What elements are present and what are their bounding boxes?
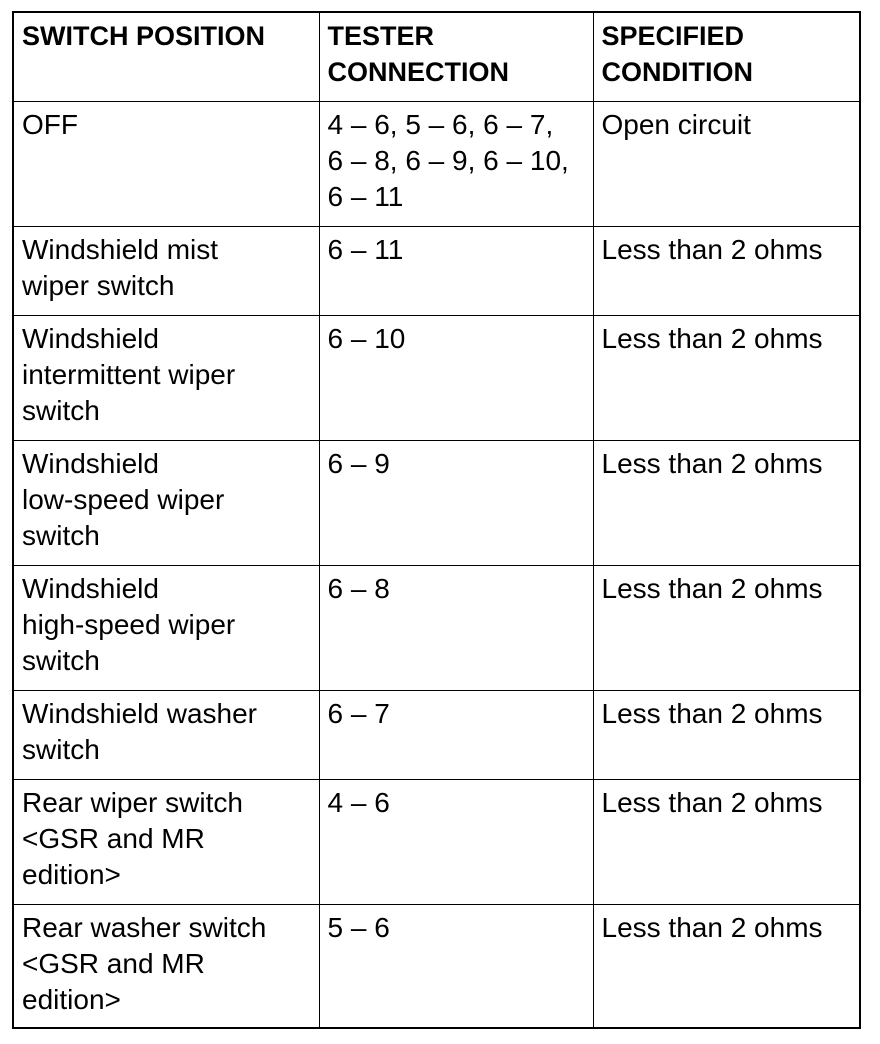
cell-specified-condition: Less than 2 ohms	[593, 226, 860, 315]
cell-tester-connection: 6 – 8	[319, 565, 593, 690]
cell-switch-position: OFF	[13, 101, 319, 226]
table-row	[13, 904, 860, 1028]
cell-switch-position: Windshield mist wiper switch	[13, 226, 319, 315]
table-row	[13, 101, 860, 226]
cell-specified-condition: Less than 2 ohms	[593, 440, 860, 565]
cell-switch-position: Windshield high-speed wiper switch	[13, 565, 319, 690]
table-row	[13, 779, 860, 904]
cell-tester-connection: 6 – 11	[319, 226, 593, 315]
header-tester-connection: TESTER CONNECTION	[319, 12, 593, 101]
table-row	[13, 690, 860, 779]
cell-tester-connection: 4 – 6	[319, 779, 593, 904]
cell-specified-condition: Open circuit	[593, 101, 860, 226]
cell-specified-condition: Less than 2 ohms	[593, 565, 860, 690]
table-row	[13, 440, 860, 565]
table-header-row	[13, 12, 860, 101]
cell-switch-position: Windshield low-speed wiper switch	[13, 440, 319, 565]
cell-switch-position: Rear washer switch <GSR and MR edition>	[13, 904, 319, 1028]
cell-tester-connection: 6 – 10	[319, 315, 593, 440]
cell-specified-condition: Less than 2 ohms	[593, 904, 860, 1028]
cell-switch-position: Windshield washer switch	[13, 690, 319, 779]
cell-specified-condition: Less than 2 ohms	[593, 779, 860, 904]
cell-tester-connection: 5 – 6	[319, 904, 593, 1028]
cell-tester-connection: 4 – 6, 5 – 6, 6 – 7, 6 – 8, 6 – 9, 6 – 10, 6 – 11	[319, 101, 593, 226]
cell-switch-position: Rear wiper switch <GSR and MR edition>	[13, 779, 319, 904]
table-row	[13, 226, 860, 315]
switch-inspection-table	[12, 11, 861, 1029]
table-row	[13, 565, 860, 690]
cell-tester-connection: 6 – 7	[319, 690, 593, 779]
table-row	[13, 315, 860, 440]
cell-switch-position: Windshield intermittent wiper switch	[13, 315, 319, 440]
cell-tester-connection: 6 – 9	[319, 440, 593, 565]
cell-specified-condition: Less than 2 ohms	[593, 690, 860, 779]
header-specified-condition: SPECIFIED CONDITION	[593, 12, 860, 101]
cell-specified-condition: Less than 2 ohms	[593, 315, 860, 440]
header-switch-position: SWITCH POSITION	[13, 12, 319, 101]
